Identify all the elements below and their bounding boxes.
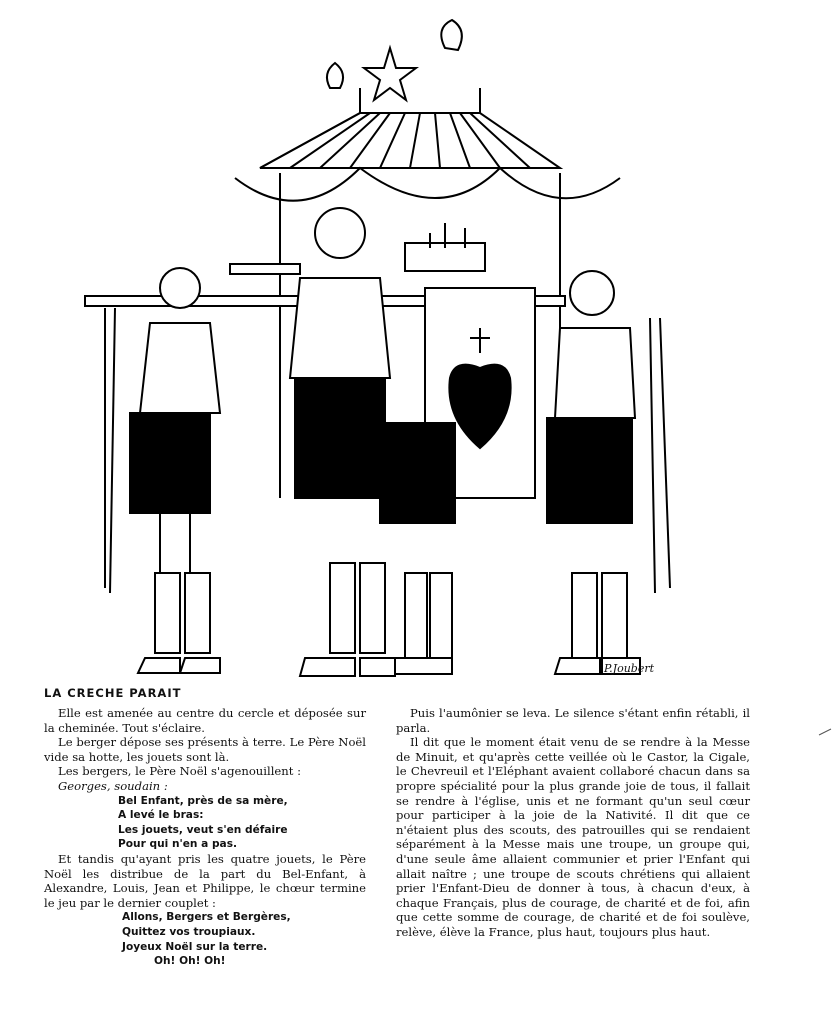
left-paragraph: Et tandis qu'ayant pris les quatre jouets, le Père Noël les distribue de la part du Bel-Enfant, à Alexandre, Louis, Jean et Philippe, le chœur termine le jeu par le dernier couplet : [44, 851, 366, 910]
article-title: LA CRECHE PARAIT [44, 686, 182, 700]
speaker-cue: Georges, soudain : [58, 778, 168, 793]
right-column [396, 706, 750, 940]
left-column [44, 706, 366, 969]
scouts-creche-illustration [60, 18, 700, 683]
right-paragraph: Il dit que le moment était venu de se rendre à la Messe de Minuit, et qu'après cette veillée où le Castor, la Cigale, le Chevreuil et l'Eléphant avaient collaboré chacun dans sa propre spécialité pour la plus grande joie de tous, il fallait se rendre à l'église, unis et ne formant qu'un seul cœur pour participer à la joie de la Nativité. Il dit que ce n'étaient plus des scouts, des patrouilles qui se rendaient séparément à la Messe mais une troupe, un groupe qui, d'une seule âme allaient communier et prier l'Enfant qui allait naître ; une troupe de scouts chrétiens qui allaient prier l'Enfant-Dieu de donner à tous, à chacun d'eux, à chaque Français, plus de courage, de charité et de foi, afin que cette somme de courage, de charité et de foi soulève, relève, élève la France, plus haut, toujours plus haut. [396, 735, 750, 939]
left-paragraph: Les bergers, le Père Noël s'agenouillent : [58, 764, 301, 779]
song-line: Oh! Oh! Oh! [154, 955, 226, 968]
song-line: Les jouets, veut s'en défaire [118, 823, 288, 836]
song-line: Bel Enfant, près de sa mère, [118, 794, 288, 807]
song-line: A levé le bras: [118, 809, 204, 822]
right-paragraph: Puis l'aumônier se leva. Le silence s'étant enfin rétabli, il parla. [396, 706, 750, 735]
illustration-drawing [60, 18, 700, 683]
song-line: Allons, Bergers et Bergères, [122, 911, 291, 924]
illustration-signature: P.Joubert [604, 662, 655, 675]
margin-mark [818, 728, 832, 736]
song-line: Joyeux Noël sur la terre. [122, 940, 268, 953]
song-line: Pour qui n'en a pas. [118, 838, 238, 851]
song-line: Quittez vos troupiaux. [122, 925, 256, 938]
left-paragraph: Elle est amenée au centre du cercle et déposée sur la cheminée. Tout s'éclaire. [44, 706, 366, 735]
left-paragraph: Le berger dépose ses présents à terre. Le Père Noël vide sa hotte, les jouets sont là. [44, 735, 366, 764]
